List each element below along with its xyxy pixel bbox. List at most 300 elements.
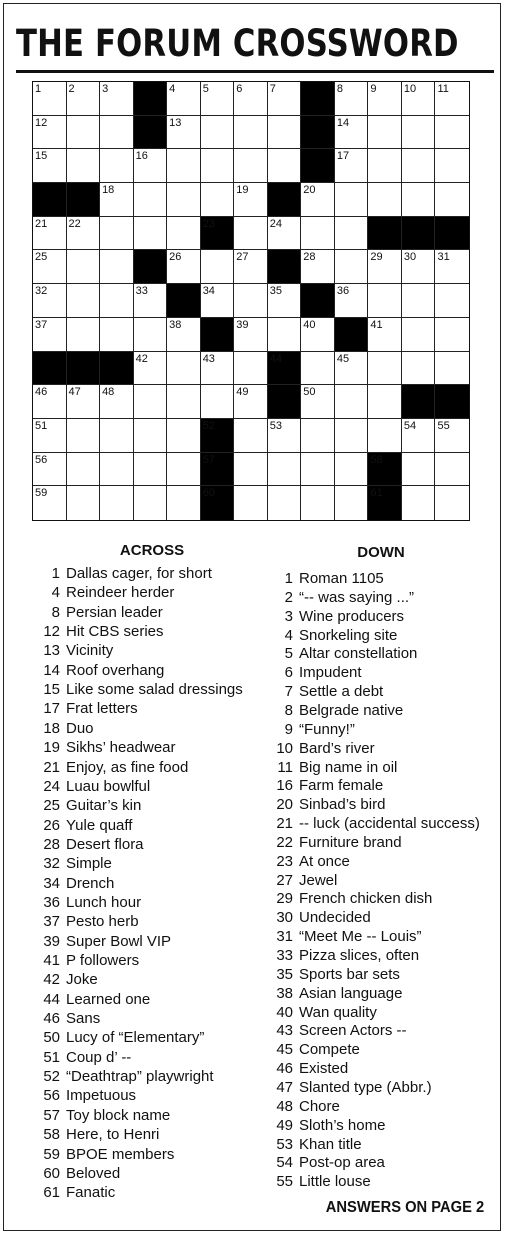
across-clue [32, 1183, 116, 1202]
grid-cell[interactable] [67, 250, 101, 284]
clue-number: 48 [276, 1097, 293, 1115]
clue-number: 30 [276, 909, 293, 927]
grid-cell[interactable] [402, 116, 436, 150]
grid-cell[interactable] [33, 486, 67, 520]
grid-cell[interactable] [167, 453, 201, 487]
cell-number: 30 [403, 251, 417, 264]
grid-cell[interactable] [402, 318, 436, 352]
grid-cell[interactable] [100, 486, 134, 520]
grid-cell[interactable] [33, 250, 67, 284]
grid-cell[interactable] [268, 486, 302, 520]
down-clue [265, 852, 350, 871]
grid-block [301, 284, 335, 318]
cell-number: 11 [437, 83, 449, 95]
grid-cell[interactable] [67, 217, 101, 251]
clue-text: Little louse [299, 1173, 371, 1191]
grid-cell[interactable] [67, 385, 101, 419]
grid-cell[interactable] [268, 116, 302, 150]
grid-block [201, 217, 235, 251]
cell-number: 16 [135, 150, 148, 163]
clue-number: 21 [43, 758, 60, 776]
clue-number: 4 [284, 626, 293, 644]
grid-cell[interactable] [134, 453, 168, 487]
across-clue [32, 854, 112, 873]
grid-cell[interactable] [134, 352, 168, 386]
cell-number: 57 [202, 453, 215, 466]
grid-cell[interactable] [368, 352, 402, 386]
grid-cell[interactable] [33, 318, 67, 352]
clue-number: 31 [276, 928, 293, 946]
clue-text: Settle a debt [299, 683, 384, 701]
grid-cell[interactable] [368, 149, 402, 183]
clue-text: Sikhs’ headwear [66, 739, 176, 757]
clue-text: Simple [66, 855, 112, 873]
grid-cell[interactable] [33, 419, 67, 453]
across-clue [32, 1106, 171, 1125]
across-clue [32, 951, 140, 970]
grid-cell[interactable] [335, 116, 369, 150]
cell-number: 40 [303, 318, 316, 331]
grid-cell[interactable] [435, 318, 469, 352]
clue-number: 27 [276, 871, 293, 889]
down-clue [265, 946, 420, 965]
grid-cell[interactable] [134, 486, 168, 520]
grid-cell[interactable] [167, 116, 201, 150]
grid-block [67, 183, 101, 217]
grid-cell[interactable] [268, 149, 302, 183]
clue-number: 1 [51, 565, 60, 582]
across-clue [32, 1125, 160, 1144]
clue-text: Reindeer herder [66, 584, 175, 602]
down-clue [265, 1021, 407, 1040]
grid-cell[interactable] [335, 352, 369, 386]
grid-cell[interactable] [100, 419, 134, 453]
grid-cell[interactable] [301, 250, 335, 284]
grid-cell[interactable] [167, 217, 201, 251]
grid-cell[interactable] [234, 352, 268, 386]
grid-cell[interactable] [100, 453, 134, 487]
cell-number: 3 [102, 83, 109, 95]
clue-number: 10 [276, 739, 293, 757]
clue-number: 17 [43, 700, 60, 718]
grid-cell[interactable] [201, 149, 235, 183]
cell-number: 27 [236, 251, 249, 264]
grid-block [301, 149, 335, 183]
clue-text: Bard’s river [299, 739, 375, 757]
across-clue [32, 680, 243, 699]
cell-number: 41 [370, 318, 383, 331]
grid-block [201, 318, 235, 352]
grid-cell[interactable] [402, 183, 436, 217]
across-clue [32, 796, 142, 815]
across-clue [32, 1048, 132, 1067]
clue-number: 28 [43, 835, 60, 853]
grid-cell[interactable] [335, 250, 369, 284]
clue-text: Wine producers [299, 607, 405, 625]
grid-cell[interactable] [368, 419, 402, 453]
down-clue [265, 644, 418, 663]
grid-cell[interactable] [301, 453, 335, 487]
grid-cell[interactable] [234, 486, 268, 520]
grid-cell[interactable] [167, 318, 201, 352]
cell-number: 54 [403, 419, 417, 432]
down-clue [265, 701, 404, 720]
grid-cell[interactable] [402, 486, 436, 520]
clue-text: “Meet Me -- Louis” [299, 928, 422, 946]
across-clue [32, 835, 144, 854]
grid-cell[interactable] [33, 284, 67, 318]
clue-number: 12 [43, 623, 60, 641]
grid-cell[interactable] [268, 419, 302, 453]
clue-number: 2 [284, 588, 293, 606]
grid-cell[interactable] [167, 385, 201, 419]
cell-number: 28 [303, 251, 316, 264]
grid-cell[interactable] [134, 149, 168, 183]
grid-block [134, 82, 168, 116]
grid-cell[interactable] [167, 486, 201, 520]
grid-cell[interactable] [201, 385, 235, 419]
clue-text: Roof overhang [66, 661, 165, 679]
cell-number: 61 [370, 487, 383, 500]
grid-cell[interactable] [402, 352, 436, 386]
grid-cell[interactable] [301, 486, 335, 520]
grid-block [167, 284, 201, 318]
cell-number: 31 [437, 251, 450, 264]
clue-text: “Funny!” [299, 720, 355, 738]
across-clue [32, 932, 172, 951]
clue-text: Dallas cager, for short [66, 565, 212, 582]
grid-cell[interactable] [201, 183, 235, 217]
grid-cell[interactable] [100, 149, 134, 183]
grid-cell[interactable] [67, 82, 101, 116]
cell-number: 1 [35, 83, 42, 95]
clue-text: Slanted type (Abbr.) [299, 1078, 432, 1096]
grid-cell[interactable] [268, 217, 302, 251]
clue-text: Sinbad’s bird [299, 796, 386, 814]
grid-cell[interactable] [301, 217, 335, 251]
clue-number: 24 [43, 777, 60, 795]
cell-number: 19 [236, 184, 249, 197]
clue-number: 41 [43, 952, 60, 969]
grid-cell[interactable] [167, 149, 201, 183]
cell-number: 56 [35, 453, 48, 466]
clue-text: Post-op area [299, 1154, 385, 1172]
grid-cell[interactable] [368, 385, 402, 419]
grid-cell[interactable] [134, 318, 168, 352]
across-clue [32, 1028, 205, 1047]
cell-number: 15 [35, 150, 48, 163]
grid-cell[interactable] [100, 284, 134, 318]
clue-number: 14 [43, 661, 60, 679]
grid-cell[interactable] [435, 284, 469, 318]
grid-block [435, 385, 469, 419]
grid-cell[interactable] [368, 284, 402, 318]
clue-text: Here, to Henri [66, 1126, 160, 1144]
grid-cell[interactable] [167, 250, 201, 284]
clue-text: Lunch hour [66, 893, 142, 911]
grid-cell[interactable] [33, 116, 67, 150]
grid-cell[interactable] [301, 352, 335, 386]
clue-text: Luau bowlful [66, 777, 151, 795]
cell-number: 25 [35, 251, 48, 264]
grid-cell[interactable] [134, 183, 168, 217]
clue-number: 36 [43, 893, 60, 911]
grid-cell[interactable] [201, 82, 235, 116]
clue-text: Guitar’s kin [66, 797, 142, 815]
cell-number: 58 [370, 453, 383, 466]
grid-cell[interactable] [67, 419, 101, 453]
grid-cell[interactable] [335, 419, 369, 453]
grid-cell[interactable] [100, 82, 134, 116]
grid-cell[interactable] [201, 116, 235, 150]
clue-text: Chore [299, 1097, 340, 1115]
down-clue [265, 607, 405, 626]
grid-cell[interactable] [67, 149, 101, 183]
grid-cell[interactable] [100, 183, 134, 217]
grid-cell[interactable] [335, 284, 369, 318]
grid-cell[interactable] [234, 419, 268, 453]
grid-cell[interactable] [268, 284, 302, 318]
grid-cell[interactable] [67, 116, 101, 150]
clue-text: Screen Actors -- [299, 1022, 407, 1040]
clue-text: Compete [299, 1041, 360, 1059]
page-title: THE FORUM CROSSWORD [16, 22, 459, 65]
grid-cell[interactable] [234, 385, 268, 419]
cell-number: 18 [102, 184, 115, 197]
clue-text: Impudent [299, 664, 362, 682]
grid-cell[interactable] [234, 284, 268, 318]
grid-cell[interactable] [402, 82, 436, 116]
across-clue [32, 1009, 101, 1028]
cell-number: 33 [135, 285, 148, 298]
cell-number: 36 [336, 285, 350, 298]
clue-text: French chicken dish [299, 890, 433, 908]
cell-number: 6 [236, 83, 243, 95]
grid-cell[interactable] [234, 149, 268, 183]
cell-number: 34 [202, 285, 215, 298]
grid-cell[interactable] [435, 82, 469, 116]
grid-cell[interactable] [301, 183, 335, 217]
clue-text: Pizza slices, often [299, 947, 420, 964]
clue-number: 1 [284, 570, 293, 587]
clue-text: Desert flora [66, 835, 144, 853]
clue-text: Duo [66, 719, 94, 737]
across-clue [32, 641, 114, 660]
cell-number: 10 [403, 83, 417, 95]
grid-cell[interactable] [201, 250, 235, 284]
clue-number: 21 [276, 815, 293, 833]
cell-number: 13 [169, 116, 182, 129]
cell-number: 24 [269, 217, 283, 230]
grid-cell[interactable] [67, 453, 101, 487]
down-clue [265, 1153, 385, 1172]
grid-cell[interactable] [100, 250, 134, 284]
grid-block [100, 352, 134, 386]
clue-text: Toy block name [66, 1106, 171, 1124]
grid-cell[interactable] [301, 419, 335, 453]
clue-number: 7 [284, 683, 293, 701]
clue-number: 42 [43, 971, 60, 989]
grid-cell[interactable] [67, 284, 101, 318]
clue-number: 6 [284, 664, 293, 682]
clue-number: 59 [43, 1145, 60, 1163]
grid-cell[interactable] [33, 149, 67, 183]
grid-cell[interactable] [301, 385, 335, 419]
grid-cell[interactable] [67, 318, 101, 352]
clue-number: 9 [284, 720, 293, 738]
grid-cell[interactable] [234, 183, 268, 217]
clue-text: Undecided [299, 909, 371, 927]
grid-cell[interactable] [435, 419, 469, 453]
grid-cell[interactable] [201, 284, 235, 318]
grid-cell[interactable] [335, 217, 369, 251]
clue-number: 47 [276, 1078, 293, 1096]
grid-cell[interactable] [201, 352, 235, 386]
grid-cell[interactable] [234, 250, 268, 284]
clue-number: 60 [43, 1164, 60, 1182]
grid-cell[interactable] [335, 82, 369, 116]
clue-text: “-- was saying ...” [299, 588, 415, 606]
grid-cell[interactable] [435, 486, 469, 520]
grid-cell[interactable] [335, 385, 369, 419]
grid-cell[interactable] [368, 116, 402, 150]
cell-number: 29 [370, 251, 383, 264]
grid-cell[interactable] [402, 250, 436, 284]
cell-number: 42 [135, 352, 148, 365]
down-clue [265, 1003, 377, 1022]
grid-cell[interactable] [234, 217, 268, 251]
grid-cell[interactable] [100, 116, 134, 150]
clue-text: Fanatic [66, 1184, 116, 1202]
grid-cell[interactable] [33, 453, 67, 487]
cell-number: 48 [102, 386, 115, 399]
down-clue [265, 758, 398, 777]
cell-number: 32 [35, 285, 48, 298]
grid-cell[interactable] [100, 385, 134, 419]
grid-cell[interactable] [435, 250, 469, 284]
grid-cell[interactable] [167, 183, 201, 217]
grid-cell[interactable] [402, 284, 436, 318]
down-clues [265, 540, 497, 1191]
across-clue [32, 603, 163, 622]
grid-cell[interactable] [33, 385, 67, 419]
clue-number: 18 [43, 719, 60, 737]
clue-text: Drench [66, 874, 115, 892]
across-clue [32, 1164, 121, 1183]
grid-cell[interactable] [335, 183, 369, 217]
grid-cell[interactable] [402, 149, 436, 183]
across-clue [32, 738, 176, 757]
cell-number: 52 [202, 419, 215, 432]
clue-number: 32 [43, 855, 60, 873]
grid-cell[interactable] [67, 486, 101, 520]
grid-cell[interactable] [402, 419, 436, 453]
clue-number: 51 [43, 1048, 60, 1066]
grid-cell[interactable] [167, 352, 201, 386]
grid-cell[interactable] [234, 82, 268, 116]
grid-cell[interactable] [134, 385, 168, 419]
grid-cell[interactable] [335, 149, 369, 183]
clue-text: Snorkeling site [299, 626, 398, 644]
grid-cell[interactable] [33, 217, 67, 251]
grid-cell[interactable] [134, 419, 168, 453]
clue-text: Enjoy, as fine food [66, 758, 189, 776]
grid-cell[interactable] [368, 250, 402, 284]
cell-number: 37 [35, 318, 48, 331]
clue-text: Sports bar sets [299, 965, 400, 983]
grid-block [435, 217, 469, 251]
grid-cell[interactable] [134, 217, 168, 251]
grid-cell[interactable] [402, 453, 436, 487]
down-clue [265, 908, 371, 927]
grid-cell[interactable] [435, 453, 469, 487]
grid-cell[interactable] [435, 183, 469, 217]
grid-cell[interactable] [435, 116, 469, 150]
grid-cell[interactable] [435, 352, 469, 386]
clue-text: Yule quaff [66, 816, 133, 834]
grid-cell[interactable] [167, 82, 201, 116]
grid-cell[interactable] [368, 183, 402, 217]
clue-text: Persian leader [66, 603, 163, 621]
down-clue [265, 984, 403, 1003]
grid-cell[interactable] [368, 82, 402, 116]
grid-block [301, 116, 335, 150]
across-clue [32, 699, 138, 718]
grid-cell[interactable] [234, 116, 268, 150]
clue-text: “Deathtrap” playwright [66, 1068, 214, 1086]
grid-block [402, 217, 436, 251]
grid-cell[interactable] [234, 318, 268, 352]
grid-cell[interactable] [268, 82, 302, 116]
grid-cell[interactable] [268, 453, 302, 487]
down-clue [265, 795, 386, 814]
grid-block [67, 352, 101, 386]
cell-number: 2 [68, 83, 75, 95]
cell-number: 60 [202, 487, 215, 500]
across-clue [32, 1086, 137, 1105]
grid-cell[interactable] [100, 217, 134, 251]
grid-cell[interactable] [368, 318, 402, 352]
cell-number: 50 [303, 386, 316, 399]
grid-cell[interactable] [435, 149, 469, 183]
grid-cell[interactable] [33, 82, 67, 116]
down-clue [265, 682, 384, 701]
title-rule [16, 70, 494, 73]
grid-cell[interactable] [134, 284, 168, 318]
cell-number: 26 [169, 251, 182, 264]
clue-number: 38 [276, 984, 293, 1002]
grid-cell[interactable] [335, 453, 369, 487]
cell-number: 9 [370, 83, 377, 95]
clue-number: 45 [276, 1041, 293, 1059]
clue-number: 3 [284, 607, 293, 625]
grid-cell[interactable] [100, 318, 134, 352]
clue-number: 53 [276, 1135, 293, 1153]
clue-text: Like some salad dressings [66, 681, 243, 699]
clue-number: 50 [43, 1029, 60, 1047]
clue-text: P followers [66, 952, 140, 969]
clue-number: 46 [276, 1060, 293, 1078]
grid-cell[interactable] [268, 318, 302, 352]
grid-cell[interactable] [234, 453, 268, 487]
down-clue [265, 1078, 432, 1097]
down-clue [265, 1172, 371, 1191]
grid-cell[interactable] [335, 486, 369, 520]
grid-cell[interactable] [301, 318, 335, 352]
cell-number: 17 [336, 150, 350, 163]
grid-cell[interactable] [167, 419, 201, 453]
down-clue [265, 739, 375, 758]
